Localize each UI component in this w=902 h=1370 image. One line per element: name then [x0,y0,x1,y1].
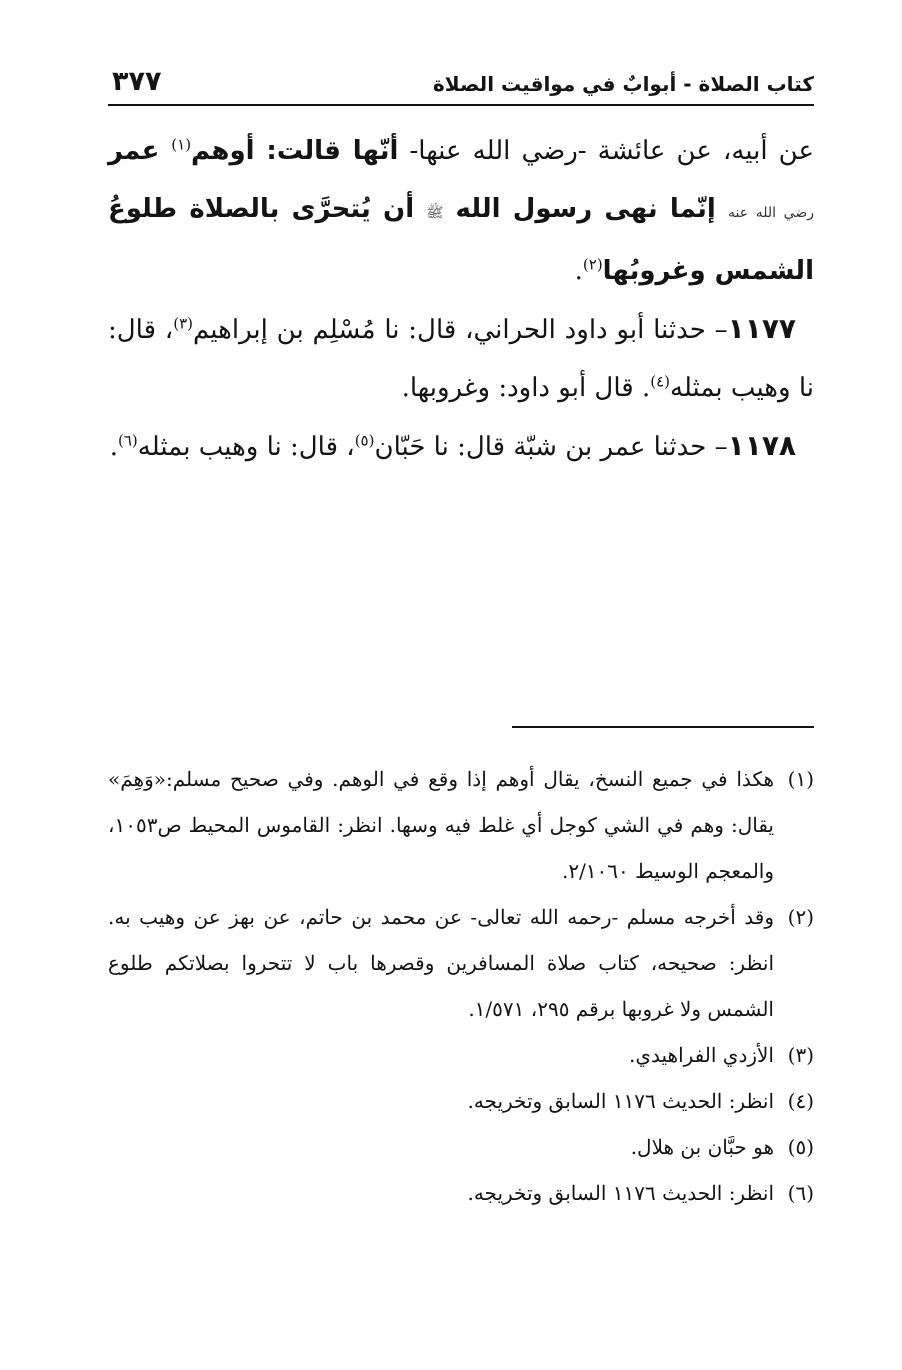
footnote-1 [108,756,814,894]
footnote-marker: (٢) [787,905,814,929]
footnote-marker: (١) [787,767,814,791]
text-run: . [109,432,118,462]
text-run: – حدثنا أبو داود الحراني، قال: نا مُسْلِم بن إبراهيم [192,315,728,345]
bold-run: أنّها قالت: أوهم [191,136,399,166]
text-run: . قال أبو داود: وغروبها. [401,373,651,403]
footnote-4 [108,1078,814,1124]
footnote-text: انظر: الحديث ١١٧٦ السابق وتخريجه. [467,1181,774,1205]
honorific-glyph: ﷺ [426,205,444,221]
footnote-6 [108,1170,814,1216]
paragraph-hadith-1178 [108,417,814,476]
footnote-3 [108,1032,814,1078]
bold-run: عمر [108,136,172,166]
footnote-ref-3[interactable]: (٣) [173,314,193,333]
footnote-text: هو حبَّان بن هلال. [630,1135,774,1159]
footnote-separator [512,726,814,728]
footnote-5 [108,1124,814,1170]
page-number: ٣٧٧ [112,66,162,97]
hadith-number: ١١٧٨ [727,429,796,462]
footnotes [108,756,814,1216]
footnote-marker: (٥) [787,1135,814,1159]
paragraph-hadith-1177 [108,300,814,417]
text-run: . [574,256,583,286]
bold-run: أن يُتحرَّى بالصلاة طلوعُ الشمس وغروبُها [108,194,814,286]
main-text [108,122,814,476]
footnote-text: هكذا في جميع النسخ، يقال أوهم إذا وقع في الوهم. وفي صحيح مسلم:«وَهِمَ» يقال: وهم في الشي كوجل أي غلط فيه وسها. انظر: القاموس المحيط ص١٠٥٣، والمعجم الوسيط ٢/١٠٦٠. [108,767,774,883]
text-run: ، قال: نا وهيب بمثله [108,315,814,403]
text-run: – حدثنا عمر بن شبّة قال: نا حَبّان [374,432,728,462]
footnote-2 [108,894,814,1032]
footnote-marker: (٤) [787,1089,814,1113]
bold-run: إنّما نهى رسول الله [443,194,729,224]
text-run: ، قال: نا وهيب بمثله [137,432,355,462]
honorific-glyph: رضي الله عنه [728,205,814,221]
text-run: عن أبيه، عن عائشة -رضي الله عنها- [398,136,814,166]
footnote-marker: (٣) [787,1043,814,1067]
footnote-ref-5[interactable]: (٥) [354,431,375,450]
footnote-text: انظر: الحديث ١١٧٦ السابق وتخريجه. [467,1089,774,1113]
footnote-text: الأزدي الفراهيدي. [629,1043,774,1067]
footnote-ref-4[interactable]: (٤) [650,372,670,391]
footnote-ref-1[interactable]: (١) [171,135,192,154]
footnote-ref-6[interactable]: (٦) [117,431,138,450]
hadith-number: ١١٧٧ [727,312,796,345]
header-rule [108,104,814,106]
footnote-ref-2[interactable]: (٢) [582,255,603,274]
footnote-text: وقد أخرجه مسلم -رحمه الله تعالى- عن محمد بن حاتم، عن بهز عن وهيب به. انظر: صحيحه، كتاب صلاة المسافرين وقصرها باب لا تتحروا بصلاتكم طلوع الشمس ولا غروبها برقم ٢٩٥، ١/٥٧١. [108,905,774,1021]
running-header [108,66,814,106]
chapter-title: كتاب الصلاة - أبوابٌ في مواقيت الصلاة [432,72,814,96]
paragraph-hadith-1176-end [108,122,814,300]
footnote-marker: (٦) [787,1181,814,1205]
